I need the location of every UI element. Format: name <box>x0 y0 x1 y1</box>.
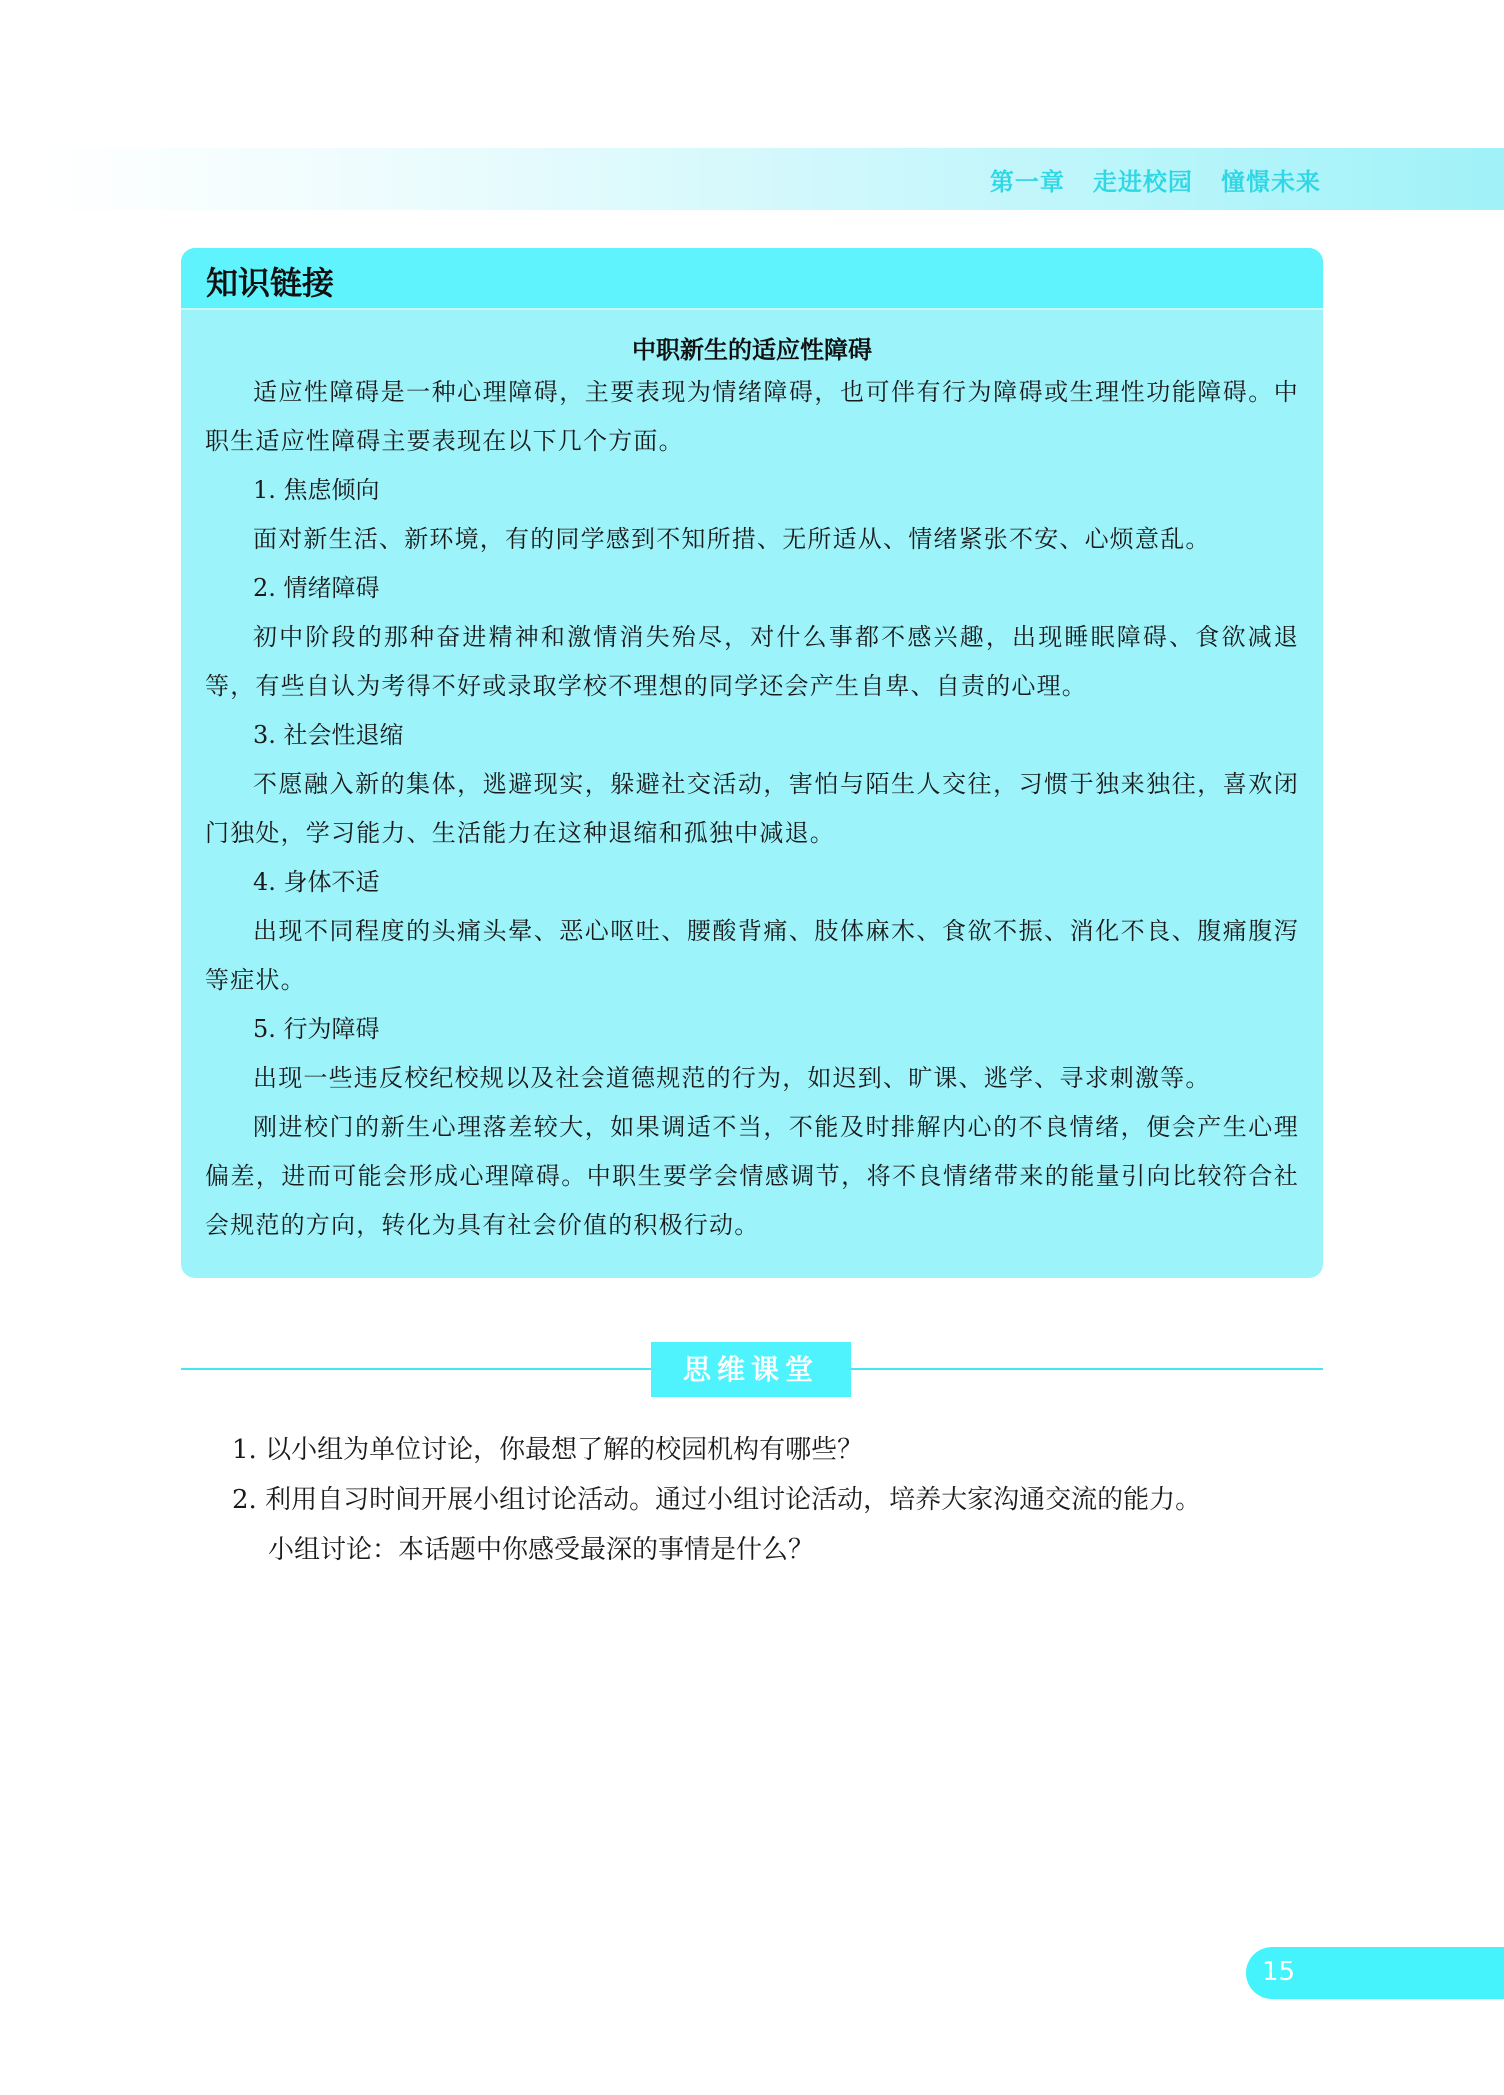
item-heading: 5. 行为障碍 <box>253 1015 380 1043</box>
page-number-tab <box>1246 1947 1504 1999</box>
chapter-title-part-1: 走进校园 <box>1092 168 1193 196</box>
knowledge-link-header <box>181 248 1323 310</box>
item-text: 初中阶段的那种奋进精神和激情消失殆尽，对什么事都不感兴趣，出现睡眠障碍、食欲减退等，有些自认为考得不好或录取学校不理想的同学还会产生自卑、自责的心理。 <box>205 623 1299 700</box>
article-title: 中职新生的适应性障碍 <box>632 336 872 364</box>
conclusion-paragraph: 刚进校门的新生心理落差较大，如果调适不当，不能及时排解内心的不良情绪，便会产生心理偏差，进而可能会形成心理障碍。中职生要学会情感调节，将不良情绪带来的能量引向比较符合社会规范的方向，转化为具有社会价值的积极行动。 <box>205 1113 1299 1239</box>
item-heading: 2. 情绪障碍 <box>253 574 380 602</box>
item-text: 出现一些违反校纪校规以及社会道德规范的行为，如迟到、旷课、逃学、寻求刺激等。 <box>253 1064 1211 1092</box>
discussion-questions <box>232 1425 1332 1575</box>
thinking-classroom-badge: 思维课堂 <box>651 1342 851 1397</box>
chapter-number: 第一章 <box>989 168 1065 196</box>
knowledge-link-box <box>181 248 1323 1278</box>
question-1: 1. 以小组为单位讨论，你最想了解的校园机构有哪些？ <box>232 1435 864 1465</box>
item-text: 出现不同程度的头痛头晕、恶心呕吐、腰酸背痛、肢体麻木、食欲不振、消化不良、腹痛腹泻等症状。 <box>205 917 1299 994</box>
item-heading: 4. 身体不适 <box>253 868 380 896</box>
knowledge-link-body <box>205 320 1299 1250</box>
group-discussion-prompt: 小组讨论：本话题中你感受最深的事情是什么？ <box>268 1535 815 1565</box>
item-heading: 1. 焦虑倾向 <box>253 476 380 504</box>
section-divider-left <box>181 1368 651 1370</box>
section-divider-right <box>851 1368 1323 1370</box>
knowledge-link-label: 知识链接 <box>206 264 335 302</box>
item-heading: 3. 社会性退缩 <box>253 721 404 749</box>
question-2: 2. 利用自习时间开展小组讨论活动。通过小组讨论活动，培养大家沟通交流的能力。 <box>232 1485 1202 1515</box>
intro-paragraph: 适应性障碍是一种心理障碍，主要表现为情绪障碍，也可伴有行为障碍或生理性功能障碍。中职生适应性障碍主要表现在以下几个方面。 <box>205 378 1299 455</box>
item-text: 不愿融入新的集体，逃避现实，躲避社交活动，害怕与陌生人交往，习惯于独来独往，喜欢闭门独处，学习能力、生活能力在这种退缩和孤独中减退。 <box>205 770 1299 847</box>
chapter-header <box>990 162 1321 197</box>
page-number: 15 <box>1262 1957 1296 1987</box>
chapter-title-part-2: 憧憬未来 <box>1221 168 1321 196</box>
item-text: 面对新生活、新环境，有的同学感到不知所措、无所适从、情绪紧张不安、心烦意乱。 <box>253 525 1211 553</box>
